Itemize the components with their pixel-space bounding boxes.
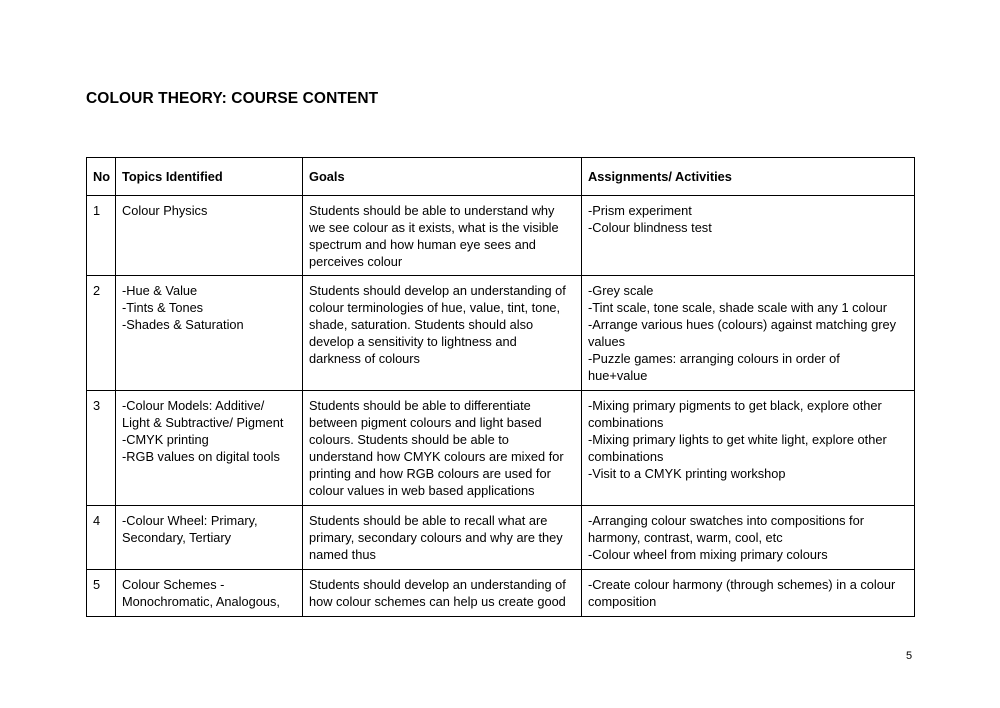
table-row <box>87 196 915 276</box>
row-number: 2 <box>87 276 116 391</box>
row-goal: Students should develop an understanding of how colour schemes can help us create good <box>303 570 582 617</box>
page-title: COLOUR THEORY: COURSE CONTENT <box>86 90 379 107</box>
table-row <box>87 276 915 391</box>
row-number: 4 <box>87 506 116 570</box>
row-activities: -Mixing primary pigments to get black, explore other combinations -Mixing primary lights to get white light, explore other combinations -Visit to a CMYK printing workshop <box>582 391 915 506</box>
header-no: No <box>87 158 116 196</box>
page-number: 5 <box>906 650 913 662</box>
row-activities: -Prism experiment -Colour blindness test <box>582 196 915 276</box>
table-header-row <box>87 158 915 196</box>
course-content-table <box>86 157 915 617</box>
row-number: 3 <box>87 391 116 506</box>
header-goals: Goals <box>303 158 582 196</box>
row-topic: Colour Physics <box>116 196 303 276</box>
row-goal: Students should be able to recall what are primary, secondary colours and why are they named thus <box>303 506 582 570</box>
row-topic: -Colour Models: Additive/ Light & Subtractive/ Pigment -CMYK printing -RGB values on digital tools <box>116 391 303 506</box>
row-activities: -Grey scale -Tint scale, tone scale, shade scale with any 1 colour -Arrange various hues (colours) against matching grey values -Puzzle games: arranging colours in order of hue+value <box>582 276 915 391</box>
row-number: 5 <box>87 570 116 617</box>
row-activities: -Create colour harmony (through schemes) in a colour composition <box>582 570 915 617</box>
row-number: 1 <box>87 196 116 276</box>
table-row <box>87 506 915 570</box>
table-row <box>87 391 915 506</box>
row-topic: Colour Schemes - Monochromatic, Analogous, <box>116 570 303 617</box>
row-topic: -Hue & Value -Tints & Tones -Shades & Saturation <box>116 276 303 391</box>
row-goal: Students should be able to understand why we see colour as it exists, what is the visible spectrum and how human eye sees and perceives colour <box>303 196 582 276</box>
row-goal: Students should be able to differentiate between pigment colours and light based colours. Students should be able to understand how CMYK colours are mixed for printing and how RGB colours are used for colour values in web based applications <box>303 391 582 506</box>
header-assignments: Assignments/ Activities <box>582 158 915 196</box>
row-topic: -Colour Wheel: Primary, Secondary, Tertiary <box>116 506 303 570</box>
header-topics: Topics Identified <box>116 158 303 196</box>
table-row <box>87 570 915 617</box>
row-goal: Students should develop an understanding of colour terminologies of hue, value, tint, tone, shade, saturation. Students should also develop a sensitivity to lightness and darkness of colours <box>303 276 582 391</box>
row-activities: -Arranging colour swatches into compositions for harmony, contrast, warm, cool, etc -Colour wheel from mixing primary colours <box>582 506 915 570</box>
